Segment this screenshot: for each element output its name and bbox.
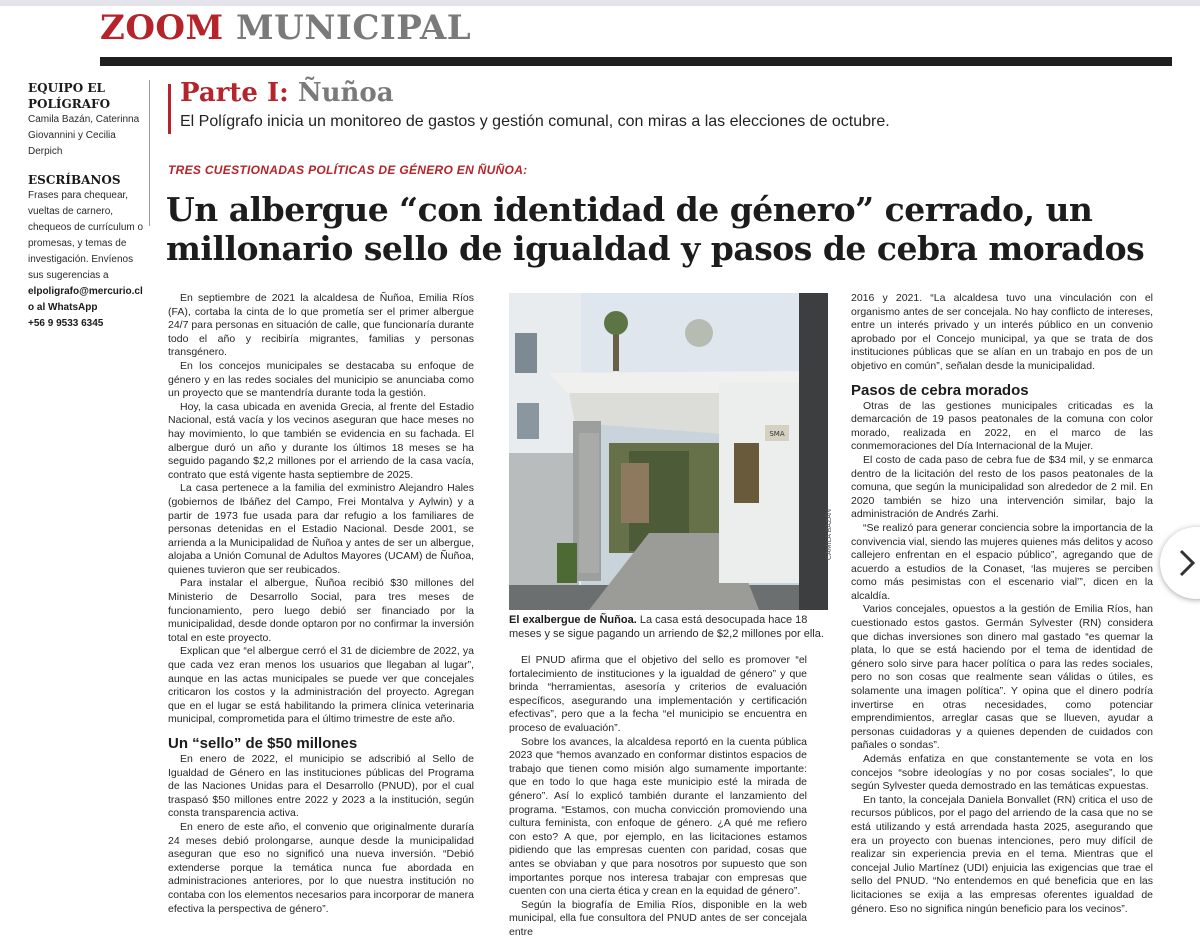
paragraph: Según la biografía de Emilia Ríos, disponible en la web municipal, ella fue consultora del PNUD antes de ser concejala entre xyxy=(509,898,807,938)
article-column-2 xyxy=(509,654,807,939)
part-label: Parte I: xyxy=(180,78,289,108)
whatsapp-label: o al WhatsApp xyxy=(28,302,98,313)
sidebar-spacer xyxy=(28,160,148,172)
section-word-zoom: ZOOM xyxy=(100,8,224,48)
caption-text: La casa está desocupada hace 18 meses y se sigue pagando un arriendo de $2,2 millones por ella. xyxy=(509,614,824,640)
headline: Un albergue “con identidad de género” cerrado, un millonario sello de igualdad y pasos de cebra morados xyxy=(166,190,1145,268)
photo-illustration xyxy=(509,293,828,610)
paragraph: En enero de 2022, el municipio se adscribió al Sello de Igualdad de Género en las instituciones públicas del Programa de las Naciones Unidas para el Desarrollo (PNUD), por el cual traspasó $50 millones entre 2022 y 2023 a la institución, según consta transparencia activa. xyxy=(168,753,474,820)
paragraph: Para instalar el albergue, Ñuñoa recibió $30 millones del Ministerio de Desarrollo Social, para tres meses de funcionamiento, pero luego debió ser financiado por la municipalidad, desde donde optaron por no confirmar la inversión total en este proyecto. xyxy=(168,577,474,644)
paragraph: El PNUD afirma que el objetivo del sello es promover “el fortalecimiento de instituciones y la igualdad de género” y que brinda “herramientas, asesoría y criterios de evaluación específicos, asegurando una implementación y certificación efectivas”, pero que a la fecha “el municipio se encuentra en proceso de evaluación”. xyxy=(509,654,807,734)
contact-phone[interactable]: +56 9 9533 6345 xyxy=(28,318,104,329)
paragraph: Explican que “el albergue cerró el 31 de diciembre de 2022, ya que cada vez eran menos los usuarios que llegaban al lugar”, aunque en las actas municipales se puede ver que concejales criticaron los costos y la administración del proyecto. Agregan que en el lugar se está habilitando la primera clínica veterinaria municipal, comprometida para el último trimestre de este año. xyxy=(168,645,474,726)
paragraph: Hoy, la casa ubicada en avenida Grecia, al frente del Estadio Nacional, está vacía y los vecinos aseguran que hace meses no hay movimiento, lo que también se evidencia en su fachada. El albergue duró un año y durante los últimos 18 meses se ha seguido pagando $2,2 millones por el arriendo de la casa vacía, contrato que está vigente hasta septiembre de 2025. xyxy=(168,400,474,481)
paragraph: En los concejos municipales se destacaba su enfoque de género y en las redes sociales del municipio se anunciaba como un proyecto que se mantendría durante toda la gestión. xyxy=(168,359,474,400)
caption-bold: El exalbergue de Ñuñoa. xyxy=(509,614,637,626)
part-title xyxy=(180,78,394,108)
section-header xyxy=(100,8,471,48)
kicker: TRES CUESTIONADAS POLÍTICAS DE GÉNERO EN ÑUÑOA: xyxy=(168,163,528,177)
paragraph: Varios concejales, opuestos a la gestión de Emilia Ríos, han cuestionado estos gastos. Germán Sylvester (RN) considera que dichas inversiones son dinero mal gastado “es quemar la plata, lo que se está haciendo por el tema de identidad de género solo sirve para hacer política o para las redes sociales, pero no son cosas que realmente sean válidas o útiles, es solamente una imagen política”. Y opina que el dinero podría invertirse en otras necesidades, como potenciar emprendimientos, arreglar casas que se llueven, ayudar a personas cuidadoras y a quienes dependen de cuidados con pañales o sondas”. xyxy=(851,603,1153,752)
paragraph: Además enfatiza en que constantemente se vota en los concejos “sobre ideologías y no por cosas sociales”, lo que según Sylvester queda demostrado en las temáticas expuestas. xyxy=(851,753,1153,793)
sidebar xyxy=(28,80,148,332)
article-column-1 xyxy=(168,292,474,916)
next-page-button[interactable] xyxy=(1160,527,1200,599)
paragraph: En tanto, la concejala Daniela Bonvallet (RN) critica el uso de recursos públicos, por el pago del arriendo de la casa que no se está utilizando y está arrendada hasta 2025, asegurando que era un proyecto con buenas intenciones, pero muy difícil de realizar sin experiencia previa en el tema. Mientras que el concejal Julio Martínez (UDI) enjuicia las exigencias que trae el sello del PNUD. “No entendemos en qué beneficia que en las licitaciones se exija a las empresas oferentes igualdad de género. Eso no significa ningún beneficio para los vecinos”. xyxy=(851,793,1153,915)
write-title: ESCRÍBANOS xyxy=(28,173,121,187)
photo-caption xyxy=(509,613,829,641)
photo-plaque-text: SMA xyxy=(769,430,785,438)
team-members: Camila Bazán, Caterinna Giovannini y Cecilia Derpich xyxy=(28,114,140,157)
paragraph: El costo de cada paso de cebra fue de $34 mil, y se enmarca dentro de la licitación del resto de los pasos peatonales de la comuna, que según la municipalidad son alrededor de 2 mil. En 2020 también se hizo una intervención similar, bajo la administración de Andrés Zarhi. xyxy=(851,453,1153,521)
header-rule xyxy=(100,57,1172,66)
contact-email[interactable]: elpoligrafo@mercurio.cl xyxy=(28,286,143,297)
article-column-3 xyxy=(851,292,1153,916)
part-subtitle: El Polígrafo inicia un monitoreo de gastos y gestión comunal, con miras a las elecciones de octubre. xyxy=(180,113,890,130)
top-strip xyxy=(0,0,1200,6)
paragraph: En enero de este año, el convenio que originalmente duraría 24 meses debió prolongarse, aunque desde la municipalidad aseguran que eso no significó una nueva inversión. “Debió extenderse porque la temática nunca fue abordada en administraciones anteriores, por lo que nuestra institución no contaba con los elementos necesarios para incorporar de manera efectiva la perspectiva de género”. xyxy=(168,820,474,915)
paragraph: La casa pertenece a la familia del exministro Alejandro Hales (gobiernos de Ibáñez del Campo, Frei Montalva y Aylwin) y a partir de 1973 fue usada para dar refugio a los familiares de personas detenidas en el Estadio Nacional. Desde 2001, se arrienda a la Municipalidad de Ñuñoa y antes de ser un albergue, alojaba a Unión Comunal de Adultos Mayores (UCAM) de Ñuñoa, quienes tuvieron que ser reubicados. xyxy=(168,482,474,576)
part-accent-bar xyxy=(168,84,171,134)
part-place: Ñuñoa xyxy=(297,78,394,108)
subhead-pasos: Pasos de cebra morados xyxy=(851,381,1029,399)
paragraph: En septiembre de 2021 la alcaldesa de Ñuñoa, Emilia Ríos (FA), cortaba la cinta de lo que prometía ser el primer albergue 24/7 para personas en situación de calle, que funcionaría durante todo el año y recibiría migrantes, familias y personas transgénero. xyxy=(168,292,474,359)
paragraph: Sobre los avances, la alcaldesa reportó en la cuenta pública 2023 que “hemos avanzado en conformar distintos espacios de trabajo que tienen como misión algo sumamente importante: que en todo lo que haga este municipio esté la mirada de género”. Así lo explicó también durante el lanzamiento del programa. “Estamos, con mucha convicción promoviendo una cultura feminista, con enfoque de género. ¿A qué me refiero con esto? A que, por ejemplo, en las licitaciones estamos pidiendo que las empresas cuenten con paridad, cosas que antes se obviaban y que para nosotros por supuesto que son importantes porque nos interesa trabajar con empresas que cuenten con una cierta ética y crean en la equidad de género”. xyxy=(509,735,807,898)
paragraph: Otras de las gestiones municipales criticadas es la demarcación de 19 pasos peatonales de la comuna con color morado, realizada en 2022, en el marco de las conmemoraciones del Día Internacional de la Mujer. xyxy=(851,399,1153,453)
write-text: Frases para chequear, vueltas de carnero, chequeos de currículum o promesas, y temas de investigación. Envíenos sus sugerencias a xyxy=(28,190,144,281)
subhead-sello: Un “sello” de $50 millones xyxy=(168,735,358,752)
team-title: EQUIPO EL POLÍGRAFO xyxy=(28,81,111,111)
chevron-right-icon xyxy=(1178,548,1196,578)
photo-credit: CAMILA BAZÁN xyxy=(826,509,833,560)
article-photo xyxy=(509,293,828,610)
sidebar-divider xyxy=(149,80,150,226)
paragraph: 2016 y 2021. “La alcaldesa tuvo una vinculación con el organismo antes de ser concejala. No hay conflicto de intereses, entre un interés privado y un interés público en un convenio aprobado por el Concejo municipal, ya que se trata de dos instituciones públicas que se alían en un trabajo en pos de un objetivo en común”, señalan desde la municipalidad. xyxy=(851,292,1153,372)
section-word-municipal: MUNICIPAL xyxy=(236,8,472,48)
paragraph: “Se realizó para generar conciencia sobre la importancia de la convivencia vial, siendo las mujeres quienes más delitos y acoso callejero enfrentan en el espacio público”, agregando que de acuerdo a estudios de la Conaset, ‘las mujeres se perciben como más pesimistas con el escenario vial’”, dicen en la alcaldía. xyxy=(851,521,1153,602)
